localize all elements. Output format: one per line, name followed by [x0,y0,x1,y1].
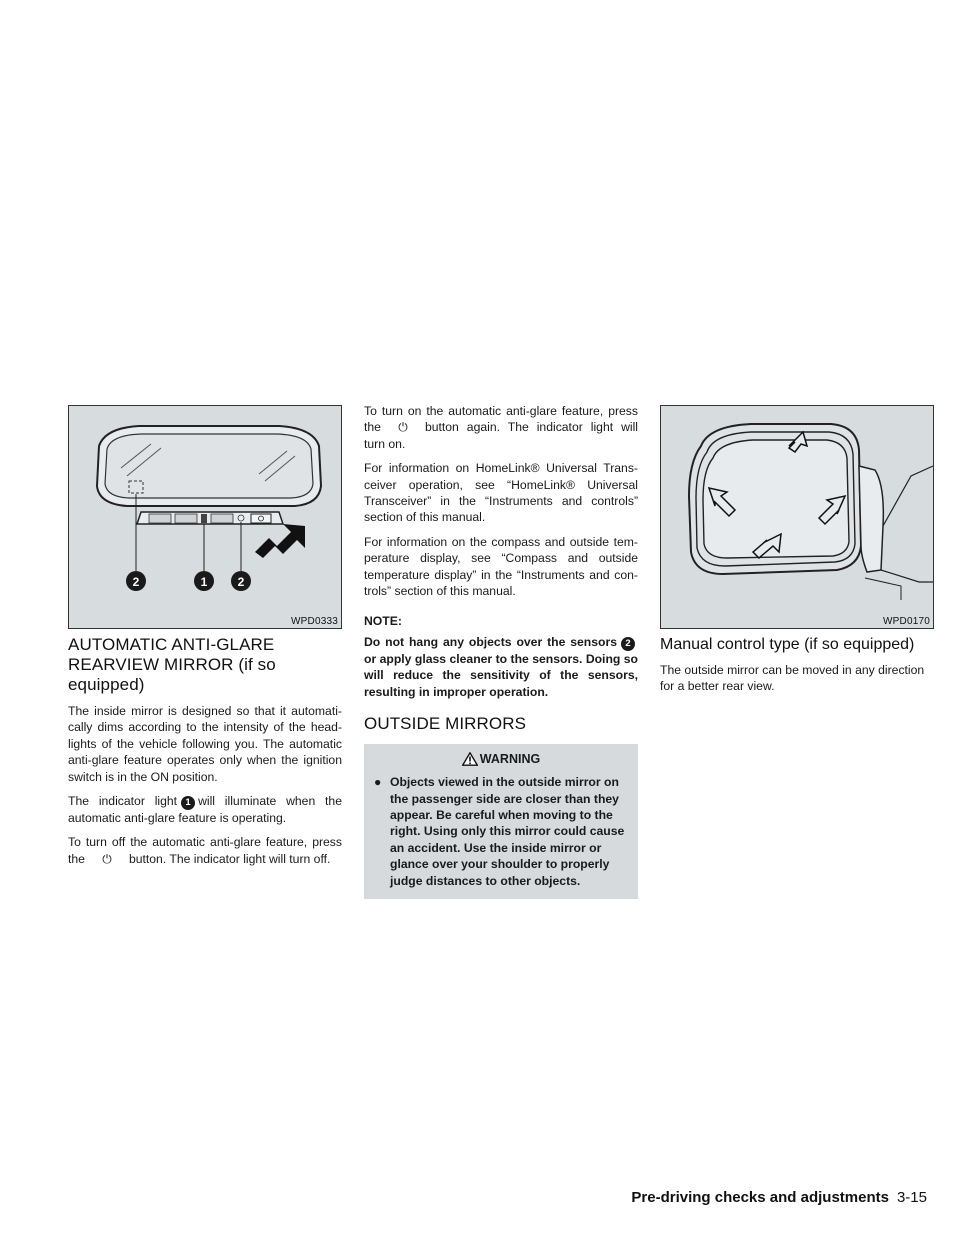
column-3 [660,405,934,703]
column-2 [364,403,638,899]
text: button again. The indicator light will turn on. [364,420,638,451]
rearview-mirror-illustration [69,406,341,628]
paragraph-turn-off [68,834,342,867]
paragraph-indicator [68,793,342,826]
callout-badge: 1 [181,796,195,810]
text: To turn off the automatic anti-glare feature, press the [68,835,342,866]
title-line-2: REARVIEW MIRROR (if so equipped) [68,655,276,694]
text: The indicator light [68,794,178,809]
section-title-manual-control: Manual control type (if so equipped) [660,636,915,653]
text: To turn on the automatic anti-glare feature, press the [364,404,638,435]
footer-section-title: Pre-driving checks and adjustments [631,1189,889,1206]
outside-mirror-illustration [661,406,933,628]
warning-label: WARNING [479,752,541,767]
paragraph-compass: For information on the compass and outside tem-perature display, see “Compass and outside temperature display” in the “Instruments and con-trols” section of this manual. [364,534,638,599]
text: Do not hang any objects over the sensors [364,634,617,649]
paragraph-manual-control: The outside mirror can be moved in any direction for a better rear view. [660,663,925,694]
page-number: 3-15 [896,1189,927,1206]
paragraph: The inside mirror is designed so that it automati-cally dims according to the intensity of the head-lights of the vehicle following you. The automatic anti-glare feature operates only when the ignition switch is in the ON position. [68,704,342,784]
callout-2-left: 2 [132,575,140,589]
figure-code: WPD0333 [291,616,338,627]
rearview-mirror-figure [68,405,342,629]
text: or apply glass cleaner to the sensors. Doing so will reduce the sensitivity of the sensors, resulting in improper operation. [364,651,638,699]
callout-2-right: 2 [237,575,245,589]
warning-box [364,744,638,899]
warning-heading [374,752,628,766]
page-footer [631,1189,927,1206]
power-icon: ⏻ [398,420,408,435]
outside-mirror-figure [660,405,934,629]
section-title-anti-glare [68,635,342,695]
paragraph-homelink: For information on HomeLink® Universal Trans-ceiver operation, see “HomeLink® Universal Transceiver” in the “Instruments and controls” section of this manual. [364,461,638,525]
callout-badge: 2 [621,637,635,651]
title-line-1: AUTOMATIC ANTI-GLARE [68,635,275,654]
warning-text: Objects viewed in the outside mirror on the passenger side are closer than they appear. Be careful when moving to the right. Using only this mirror could cause an accident. Use the inside mirror or glance over your shoulder to properly judge distances to other objects. [390,775,625,888]
bullet: ● [374,775,382,790]
warning-icon [462,752,478,766]
figure-code: WPD0170 [883,616,930,627]
callout-1: 1 [200,575,208,589]
text: will illuminate when the automatic anti-glare feature is operating. [68,794,342,826]
column-1 [68,405,342,875]
power-icon: ⏻ [102,851,112,866]
paragraph-turn-on [364,403,638,452]
note-text [364,634,638,700]
note-label: NOTE: [364,614,402,629]
warning-item [374,774,628,889]
section-title-outside-mirrors: OUTSIDE MIRRORS [364,714,527,734]
text: button. The indicator light will turn off. [128,851,331,866]
